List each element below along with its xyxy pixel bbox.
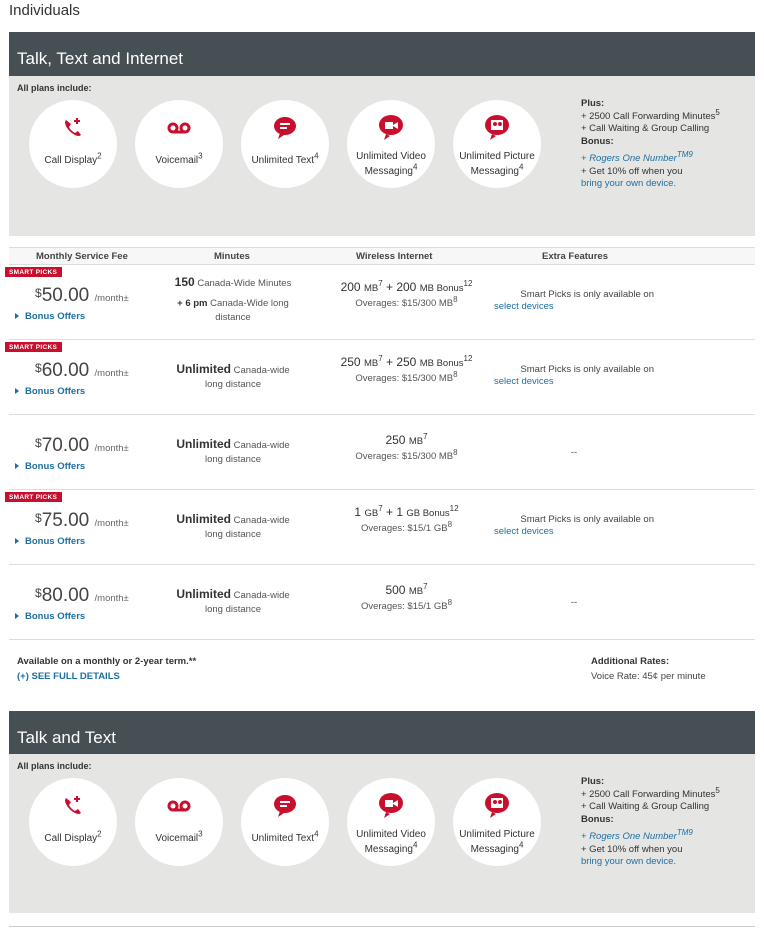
smart-picks-note: Smart Picks is only available on [520, 364, 654, 375]
bonus-offers-link[interactable] [15, 386, 85, 397]
minutes-cell [159, 275, 307, 325]
feature-circle [135, 778, 223, 866]
footnote-marker: 5 [715, 785, 720, 795]
minutes-text: Canada-Wide Minutes [197, 278, 292, 289]
price-amount: 60.00 [41, 360, 90, 381]
caret-right-icon [15, 613, 19, 619]
dollar-sign: $ [35, 511, 42, 525]
feature-label [135, 831, 223, 846]
bonus-offers-link[interactable] [15, 311, 85, 322]
overage-rate [319, 369, 494, 384]
data-allowance: 200 $MB^7 + 200$ MB Bonus$^{12}$ [340, 279, 473, 294]
extra-features-cell: -- [570, 447, 578, 458]
data-unit: MB [408, 436, 424, 447]
extra-features-cell [494, 514, 654, 538]
dollar-sign: $ [35, 436, 42, 450]
data-amount: 200 [340, 280, 361, 294]
table-row [9, 415, 755, 490]
footnote-marker: 3 [198, 829, 203, 839]
feature-label-text: Unlimited Text [251, 155, 315, 166]
smart-picks-badge: SMART PICKS [5, 492, 62, 502]
table-header [9, 247, 755, 265]
price-amount: 75.00 [41, 510, 90, 531]
feature-label [29, 153, 117, 168]
see-full-details-link[interactable]: (+) SEE FULL DETAILS [17, 671, 120, 682]
all-plans-include-label: All plans include: [17, 83, 92, 93]
all-plans-include-label: All plans include: [17, 761, 92, 771]
table-row [9, 340, 755, 415]
bonus-offers-label: Bonus Offers [25, 386, 86, 397]
per-month: /month± [94, 518, 129, 529]
footnote-marker: 2 [97, 151, 102, 161]
header-minutes: Minutes [214, 251, 250, 262]
data-allowance [319, 433, 494, 447]
minutes-text: Canada-wide long distance [205, 440, 290, 465]
footnote-marker: 4 [518, 840, 524, 850]
feature-label-text: Unlimited Picture [459, 151, 535, 162]
footnote-marker: 7 [423, 432, 428, 441]
wireless-internet-cell [319, 355, 494, 384]
feature-label [135, 153, 223, 168]
wireless-internet-cell [319, 505, 494, 534]
chat-icon [270, 791, 300, 821]
footnote-marker: 4 [518, 162, 524, 172]
minutes-extra-text: Canada-Wide long distance [210, 298, 289, 323]
per-month: /month± [94, 293, 129, 304]
table-row [9, 265, 755, 340]
feature-circle [241, 100, 329, 188]
footnote-marker: 8 [447, 597, 453, 607]
video-icon [376, 790, 406, 820]
feature-circle [241, 778, 329, 866]
minutes-cell [159, 587, 307, 617]
overage-text: Overages: $15/300 MB [355, 298, 454, 309]
data-amount: 500 [385, 583, 406, 597]
forwarding-text: + 2500 Call Forwarding Minutes [581, 788, 716, 800]
feature-label [29, 831, 117, 846]
caret-right-icon [15, 313, 19, 319]
minutes-amount: 150 [174, 275, 195, 289]
minutes-text: Canada-wide long distance [205, 515, 290, 540]
feature-label-text: Unlimited Video [356, 829, 426, 840]
feature-label-text: Messaging [470, 166, 519, 177]
minutes-text: Canada-wide long distance [205, 365, 290, 390]
page-title: Individuals [9, 2, 80, 19]
overage-text: Overages: $15/1 GB [360, 601, 448, 612]
bonus-offers-link[interactable] [15, 611, 85, 622]
forwarding-minutes [581, 107, 751, 124]
voicemail-icon [164, 791, 194, 821]
overage-text: Overages: $15/300 MB [355, 373, 454, 384]
footnote-marker: 7 [378, 279, 383, 288]
plan-price [35, 435, 129, 457]
caret-right-icon [15, 538, 19, 544]
bonus-offers-label: Bonus Offers [25, 536, 86, 547]
overage-rate [319, 597, 494, 612]
select-devices-link[interactable]: select devices [494, 376, 554, 387]
plan-price [35, 360, 129, 382]
section-title: Talk, Text and Internet [17, 49, 184, 68]
picture-icon [482, 112, 512, 142]
footnote-marker: 12 [463, 354, 473, 363]
bonus-data-amount: 250 [396, 355, 417, 369]
bonus-data-amount: 1 [396, 505, 404, 519]
discount-text: + Get 10% off when you [581, 165, 683, 177]
footnote-marker: 8 [447, 519, 453, 529]
caret-right-icon [15, 463, 19, 469]
footnote-marker: 7 [423, 582, 428, 591]
divider [9, 926, 755, 927]
byod-link[interactable]: bring your own device. [581, 856, 677, 867]
discount-text: + Get 10% off when you [581, 843, 683, 855]
data-unit: MB [363, 358, 379, 369]
data-unit: MB [363, 283, 379, 294]
price-amount: 70.00 [41, 435, 90, 456]
minutes-cell [159, 437, 307, 467]
footnote-marker: 4 [412, 840, 418, 850]
select-devices-link[interactable]: select devices [494, 526, 554, 537]
bonus-label: Bonus: [581, 813, 614, 825]
minutes-text: Canada-wide long distance [205, 590, 290, 615]
feature-label-text: Messaging [364, 166, 413, 177]
header-extra-features: Extra Features [542, 251, 609, 262]
forwarding-text: + 2500 Call Forwarding Minutes [581, 110, 716, 122]
smart-picks-badge: SMART PICKS [5, 342, 62, 352]
rogers-one-number-link[interactable]: Rogers One Number [589, 831, 677, 842]
footnote-marker: 12 [463, 279, 473, 288]
byod-link[interactable]: bring your own device. [581, 178, 677, 189]
feature-label-text: Unlimited Video [356, 151, 426, 162]
footnote-marker: TM9 [676, 149, 693, 159]
bonus-data-unit: GB Bonus [406, 508, 450, 519]
overage-rate [319, 447, 494, 462]
smart-picks-badge: SMART PICKS [5, 267, 62, 277]
footnote-marker: 4 [314, 829, 319, 839]
overage-text: Overages: $15/1 GB [360, 523, 448, 534]
plan-price [35, 510, 129, 532]
data-amount: 250 [340, 355, 361, 369]
smart-picks-note: Smart Picks is only available on [520, 514, 654, 525]
feature-circle [453, 778, 541, 866]
phone-icon [58, 113, 88, 143]
wireless-internet-cell [319, 280, 494, 309]
footnote-marker: 8 [453, 447, 458, 457]
feature-circle [135, 100, 223, 188]
dollar-sign: $ [35, 286, 42, 300]
feature-label [453, 827, 541, 857]
rogers-one-number-link[interactable]: Rogers One Number [589, 153, 677, 164]
footnote-marker: 7 [378, 354, 383, 363]
data-allowance [319, 583, 494, 597]
feature-label-text: Voicemail [155, 155, 199, 166]
minutes-amount: Unlimited [176, 587, 232, 601]
wireless-internet-cell [319, 433, 494, 462]
data-allowance: 250 $MB^7 + 250$ MB Bonus$^{12}$ [340, 354, 473, 369]
data-amount: 250 [385, 433, 406, 447]
bonus-offers-label: Bonus Offers [25, 311, 86, 322]
feature-label-text: Messaging [364, 844, 413, 855]
dollar-sign: $ [35, 586, 42, 600]
feature-label [347, 149, 435, 179]
feature-label [347, 827, 435, 857]
section-header-talk-text [9, 711, 755, 754]
plus-bonus-box [581, 98, 751, 191]
caret-right-icon [15, 388, 19, 394]
footnote-marker: 7 [378, 504, 383, 513]
feature-circle [347, 100, 435, 188]
header-monthly-fee: Monthly Service Fee [36, 251, 128, 262]
feature-circle [453, 100, 541, 188]
phone-icon [58, 791, 88, 821]
table-row [9, 565, 755, 640]
features-panel [9, 754, 755, 913]
per-month: /month± [94, 443, 129, 454]
minutes-extra [159, 297, 307, 325]
bonus-data-unit: MB Bonus [419, 283, 464, 294]
feature-label-text: Unlimited Text [251, 833, 315, 844]
feature-label-text: Call Display [44, 833, 98, 844]
feature-label-text: Messaging [470, 844, 519, 855]
voicemail-icon [164, 113, 194, 143]
bonus-offers-link[interactable] [15, 536, 85, 547]
feature-label [241, 831, 329, 846]
additional-rates-label: Additional Rates: [591, 656, 670, 667]
footnote-marker: 3 [198, 151, 203, 161]
header-wireless-internet: Wireless Internet [356, 251, 433, 262]
rogers-one-number [581, 827, 751, 844]
footnote-marker: 5 [715, 107, 720, 117]
feature-label [453, 149, 541, 179]
bonus-data-unit: MB Bonus [419, 358, 464, 369]
per-month: /month± [94, 368, 129, 379]
picture-icon [482, 790, 512, 820]
feature-circle [347, 778, 435, 866]
footnote-marker: 8 [453, 294, 458, 304]
footnote-marker: 4 [314, 151, 319, 161]
data-unit: MB [408, 586, 424, 597]
overage-text: Overages: $15/300 MB [355, 451, 454, 462]
features-panel [9, 76, 755, 236]
footnote-marker: 8 [453, 369, 458, 379]
minutes-cell [159, 512, 307, 542]
footnote-marker: 4 [412, 162, 418, 172]
minutes-amount: Unlimited [176, 362, 232, 376]
video-icon [376, 112, 406, 142]
rogers-one-number [581, 149, 751, 166]
per-month: /month± [94, 593, 129, 604]
feature-circle [29, 778, 117, 866]
overage-rate [319, 519, 494, 534]
chat-icon [270, 113, 300, 143]
data-allowance: 1 $GB^7 + 1$ GB Bonus$^{12}$ [354, 504, 459, 519]
footnote-marker: 2 [97, 829, 102, 839]
availability-note: Available on a monthly or 2-year term.** [17, 656, 197, 667]
extra-features-cell: -- [570, 597, 578, 608]
forwarding-minutes [581, 785, 751, 802]
voice-rate: Voice Rate: 45¢ per minute [591, 671, 706, 682]
select-devices-link[interactable]: select devices [494, 301, 554, 312]
call-waiting: + Call Waiting & Group Calling [581, 801, 710, 812]
data-amount: 1 [354, 505, 362, 519]
dollar-sign: $ [35, 361, 42, 375]
footnote-marker: 12 [449, 504, 459, 513]
extra-features-cell [494, 289, 654, 313]
wireless-internet-cell [319, 583, 494, 612]
data-unit: GB [364, 508, 379, 519]
plus-sign: + [581, 831, 590, 842]
call-waiting: + Call Waiting & Group Calling [581, 123, 710, 134]
plus-sign: + [581, 153, 590, 164]
smart-picks-note: Smart Picks is only available on [520, 289, 654, 300]
plus-label: Plus: [581, 98, 605, 109]
plus-label: Plus: [581, 776, 605, 787]
minutes-amount: Unlimited [176, 437, 232, 451]
table-row [9, 490, 755, 565]
overage-rate [319, 294, 494, 309]
minutes-amount: Unlimited [176, 512, 232, 526]
plan-price [35, 285, 129, 307]
bonus-offers-label: Bonus Offers [25, 461, 86, 472]
bonus-data-amount: 200 [396, 280, 417, 294]
section-title: Talk and Text [17, 728, 116, 747]
bonus-label: Bonus: [581, 135, 614, 147]
section-header-talk-text-internet [9, 32, 755, 76]
price-amount: 80.00 [41, 585, 90, 606]
extra-features-cell [494, 364, 654, 388]
feature-label-text: Call Display [44, 155, 98, 166]
plan-price [35, 585, 129, 607]
feature-label [241, 153, 329, 168]
minutes-extra-bold: + 6 pm [177, 298, 208, 309]
feature-label-text: Voicemail [155, 833, 199, 844]
footnote-marker: TM9 [676, 827, 693, 837]
bonus-offers-link[interactable] [15, 461, 85, 472]
bonus-offers-label: Bonus Offers [25, 611, 86, 622]
minutes-cell [159, 362, 307, 392]
feature-label-text: Unlimited Picture [459, 829, 535, 840]
price-amount: 50.00 [41, 285, 90, 306]
feature-circle [29, 100, 117, 188]
plus-bonus-box [581, 776, 751, 869]
plan-table [9, 247, 755, 640]
